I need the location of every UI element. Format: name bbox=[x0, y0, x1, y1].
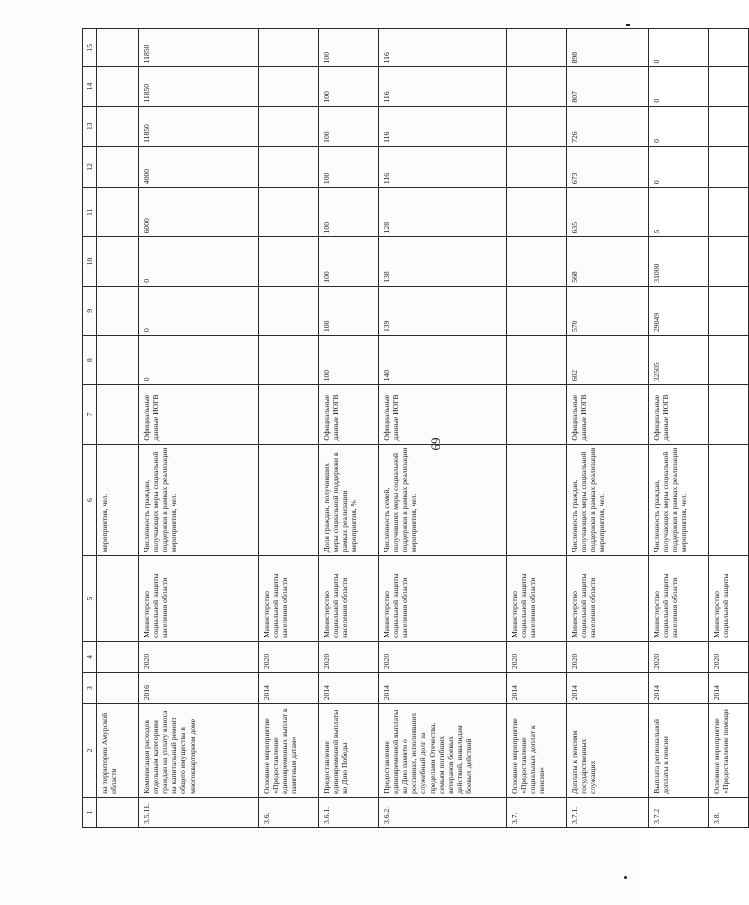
data-source-cell bbox=[139, 385, 259, 444]
start-year: 2014 bbox=[382, 685, 391, 701]
executor: Министерство социальной защиты населения области bbox=[652, 573, 680, 638]
end-year: 2020 bbox=[712, 653, 721, 670]
end-year-cell bbox=[649, 641, 709, 672]
value-2017-cell bbox=[567, 188, 649, 237]
row-number-cell bbox=[507, 797, 567, 827]
start-year-cell bbox=[319, 673, 379, 704]
data-source-cell bbox=[567, 385, 649, 444]
value-2018: 673 bbox=[570, 172, 579, 185]
event-name: Доплаты к пенсиям государственных служащих bbox=[570, 730, 598, 794]
end-year-cell bbox=[319, 641, 379, 672]
value-2021-cell bbox=[319, 29, 379, 67]
event-name-cell bbox=[709, 704, 749, 798]
event-name: Компенсация расходов отдельным категориям граждан на уплату взноса на капитальный ремонт общего имущества в многоквартирном доме bbox=[142, 710, 197, 794]
value-2017: 5 bbox=[652, 229, 661, 234]
header-cell: 15 bbox=[83, 29, 97, 67]
header-cell: 6 bbox=[83, 444, 97, 556]
value-2021: 116 bbox=[382, 52, 391, 64]
start-year-cell bbox=[139, 673, 259, 704]
header-cell: 11 bbox=[83, 188, 97, 237]
event-name-cell bbox=[259, 704, 319, 798]
data-source-cell bbox=[379, 385, 507, 444]
start-year: 2016 bbox=[142, 685, 151, 701]
value-2019-cell bbox=[709, 106, 749, 146]
indicator-name: Численность граждан, получающих меры социальной поддержки в рамках реализации мероприятия, чел. bbox=[570, 447, 607, 553]
executor-cell bbox=[379, 556, 507, 642]
scan-mark bbox=[626, 24, 630, 26]
start-year-cell bbox=[259, 673, 319, 704]
data-source: Официальные данные ИОГВ bbox=[570, 394, 589, 441]
value-2019-cell bbox=[97, 106, 139, 146]
value-2014-cell bbox=[139, 335, 259, 384]
value-2019-cell bbox=[567, 106, 649, 146]
table-row bbox=[139, 29, 259, 828]
value-2021-cell bbox=[259, 29, 319, 67]
indicator-name-cell bbox=[259, 444, 319, 556]
value-2020-cell bbox=[379, 67, 507, 106]
row-number: 3.6.2. bbox=[382, 806, 391, 824]
row-number-cell bbox=[379, 797, 507, 827]
start-year: 2014 bbox=[652, 685, 661, 701]
start-year-cell bbox=[97, 673, 139, 704]
table-row bbox=[319, 29, 379, 828]
event-name: Предоставление единовременной выплаты ко Дню памяти о россиянах, исполнявших служебный долг за пределами Отечества, семьям погибших ветеранов боевых действий, инвалидам боевых действий bbox=[382, 709, 473, 794]
executor: Министерство социальной защиты населения области bbox=[510, 573, 538, 638]
executor-cell bbox=[139, 556, 259, 642]
value-2017-cell bbox=[709, 188, 749, 237]
value-2015: 0 bbox=[142, 328, 151, 332]
data-source: Официальные данные ИОГВ bbox=[382, 394, 401, 441]
end-year: 2020 bbox=[382, 653, 391, 670]
executor-cell bbox=[507, 556, 567, 642]
event-name-cell bbox=[319, 704, 379, 798]
value-2016: 568 bbox=[570, 271, 579, 283]
event-name-cell bbox=[507, 704, 567, 798]
end-year-cell bbox=[709, 641, 749, 672]
indicator-name-cell bbox=[139, 444, 259, 556]
row-number: 3.6. bbox=[262, 812, 271, 824]
end-year-cell bbox=[259, 641, 319, 672]
value-2018-cell bbox=[649, 146, 709, 187]
end-year-cell bbox=[507, 641, 567, 672]
header-cell: 2 bbox=[83, 704, 97, 798]
page-number: 69 bbox=[428, 437, 443, 451]
table-body bbox=[83, 29, 749, 828]
value-2015-cell bbox=[319, 286, 379, 335]
start-year: 2014 bbox=[712, 685, 721, 701]
indicator-name-cell bbox=[97, 444, 139, 556]
header-cell: 5 bbox=[83, 556, 97, 642]
value-2014: 32505 bbox=[652, 362, 661, 382]
indicator-name: Численность граждан, получающих меры социальной поддержки в рамках реализации мероприятия, чел. bbox=[652, 447, 689, 553]
value-2018-cell bbox=[567, 146, 649, 187]
table-row bbox=[567, 29, 649, 828]
row-number: 3.7.2 bbox=[652, 808, 661, 824]
value-2014-cell bbox=[649, 335, 709, 384]
indicator-name: Доля граждан, получивших меры социальной поддержки в рамках реализации мероприятия, % bbox=[322, 452, 359, 553]
executor: Министерство социальной защиты населения области bbox=[382, 573, 410, 638]
value-2014: 0 bbox=[142, 377, 151, 382]
value-2021: 0 bbox=[652, 59, 661, 64]
end-year: 2020 bbox=[570, 653, 579, 670]
row-number: 3.5.11. bbox=[142, 803, 151, 824]
value-2015: 29049 bbox=[652, 313, 661, 332]
header-cell: 3 bbox=[83, 673, 97, 704]
value-2018-cell bbox=[139, 146, 259, 187]
row-number-cell bbox=[139, 797, 259, 827]
executor-cell bbox=[97, 556, 139, 642]
value-2015-cell bbox=[97, 286, 139, 335]
value-2020-cell bbox=[649, 67, 709, 106]
executor: Министерство социальной защиты населения области bbox=[570, 573, 598, 638]
start-year: 2014 bbox=[322, 685, 331, 701]
scan-mark bbox=[624, 876, 627, 879]
value-2018-cell bbox=[259, 146, 319, 187]
value-2019-cell bbox=[259, 106, 319, 146]
value-2020: 11850 bbox=[142, 83, 151, 103]
row-number-cell bbox=[319, 797, 379, 827]
data-source: Официальные данные ИОГВ bbox=[652, 394, 671, 441]
value-2019-cell bbox=[319, 106, 379, 146]
value-2018: 0 bbox=[652, 180, 661, 185]
header-cell: 1 bbox=[83, 797, 97, 827]
value-2016-cell bbox=[649, 237, 709, 286]
value-2016: 138 bbox=[382, 271, 391, 283]
value-2020: 100 bbox=[322, 91, 331, 103]
data-source: Официальные данные ИОГВ bbox=[322, 394, 341, 441]
value-2015: 139 bbox=[382, 320, 391, 332]
indicator-name-cell bbox=[379, 444, 507, 556]
value-2016-cell bbox=[97, 237, 139, 286]
value-2014-cell bbox=[259, 335, 319, 384]
header-cell: 14 bbox=[83, 67, 97, 106]
executor: Министерство социальной защиты населения области bbox=[262, 573, 290, 638]
value-2015-cell bbox=[709, 286, 749, 335]
header-cell: 8 bbox=[83, 335, 97, 384]
value-2018-cell bbox=[507, 146, 567, 187]
value-2018-cell bbox=[97, 146, 139, 187]
value-2019-cell bbox=[649, 106, 709, 146]
value-2014-cell bbox=[379, 335, 507, 384]
value-2016-cell bbox=[507, 237, 567, 286]
value-2017-cell bbox=[649, 188, 709, 237]
value-2019: 116 bbox=[382, 131, 391, 143]
end-year-cell bbox=[379, 641, 507, 672]
table-row bbox=[97, 29, 139, 828]
value-2014: 100 bbox=[322, 369, 331, 382]
value-2014: 140 bbox=[382, 369, 391, 382]
header-cell: 7 bbox=[83, 385, 97, 444]
event-name: Основное мероприятие «Предоставление социальных доплат к пенсии» bbox=[510, 718, 547, 794]
value-2021-cell bbox=[649, 29, 709, 67]
indicator-name-cell bbox=[319, 444, 379, 556]
value-2017: 100 bbox=[322, 222, 331, 234]
table-row bbox=[709, 29, 749, 828]
event-name-cell bbox=[139, 704, 259, 798]
value-2015-cell bbox=[567, 286, 649, 335]
executor-cell bbox=[567, 556, 649, 642]
value-2017-cell bbox=[259, 188, 319, 237]
value-2015: 570 bbox=[570, 320, 579, 332]
event-name: на территории Амурской области bbox=[100, 712, 119, 794]
data-source: Официальные данные ИОГВ bbox=[142, 394, 161, 441]
end-year: 2020 bbox=[262, 653, 271, 670]
indicator-name-cell bbox=[649, 444, 709, 556]
value-2016-cell bbox=[379, 237, 507, 286]
value-2020-cell bbox=[319, 67, 379, 106]
indicator-name: мероприятия, чел. bbox=[100, 493, 109, 553]
value-2015-cell bbox=[139, 286, 259, 335]
value-2018-cell bbox=[319, 146, 379, 187]
event-name-cell bbox=[567, 704, 649, 798]
executor: Министерство социальной защиты населения области bbox=[322, 573, 350, 638]
value-2021: 898 bbox=[570, 51, 579, 64]
executor-cell bbox=[649, 556, 709, 642]
executor: Министерство социальной защиты населения области bbox=[142, 573, 170, 638]
start-year: 2014 bbox=[510, 685, 519, 701]
value-2019-cell bbox=[507, 106, 567, 146]
data-source-cell bbox=[319, 385, 379, 444]
data-source-cell bbox=[259, 385, 319, 444]
start-year: 2014 bbox=[262, 685, 271, 701]
value-2021-cell bbox=[97, 29, 139, 67]
value-2014-cell bbox=[709, 335, 749, 384]
event-name-cell bbox=[649, 704, 709, 798]
value-2020-cell bbox=[259, 67, 319, 106]
data-source-cell bbox=[507, 385, 567, 444]
start-year-cell bbox=[709, 673, 749, 704]
start-year-cell bbox=[379, 673, 507, 704]
value-2021-cell bbox=[709, 29, 749, 67]
data-source-cell bbox=[649, 385, 709, 444]
program-table bbox=[82, 28, 749, 828]
row-number: 3.7. bbox=[510, 812, 519, 824]
row-number-cell bbox=[709, 797, 749, 827]
indicator-name-cell bbox=[507, 444, 567, 556]
value-2021-cell bbox=[567, 29, 649, 67]
value-2019: 11850 bbox=[142, 124, 151, 143]
value-2016-cell bbox=[139, 237, 259, 286]
value-2016: 100 bbox=[322, 271, 331, 283]
event-name-cell bbox=[97, 704, 139, 798]
value-2017: 6000 bbox=[142, 218, 151, 234]
row-number-cell bbox=[97, 797, 139, 827]
value-2018: 100 bbox=[322, 172, 331, 185]
indicator-name: Численность семей, получивших меры социальной поддержки в рамках реализации мероприятия, чел. bbox=[382, 447, 419, 553]
value-2020-cell bbox=[567, 67, 649, 106]
value-2017-cell bbox=[379, 188, 507, 237]
end-year: 2020 bbox=[510, 653, 519, 670]
header-cell: 13 bbox=[83, 106, 97, 146]
event-name-cell bbox=[379, 704, 507, 798]
value-2019: 100 bbox=[322, 131, 331, 143]
value-2015-cell bbox=[507, 286, 567, 335]
end-year-cell bbox=[567, 641, 649, 672]
value-2021: 11850 bbox=[142, 44, 151, 64]
value-2019: 0 bbox=[652, 139, 661, 143]
row-number-cell bbox=[649, 797, 709, 827]
event-name: Основное мероприятие «Предоставление помощи bbox=[712, 709, 731, 794]
indicator-name: Численность граждан, получающих меры социальной поддержки в рамках реализации мероприятия, чел. bbox=[142, 447, 179, 553]
value-2018-cell bbox=[709, 146, 749, 187]
data-source-cell bbox=[97, 385, 139, 444]
executor-cell bbox=[709, 556, 749, 642]
executor: Министерство социальной защиты bbox=[712, 573, 731, 638]
row-number-cell bbox=[259, 797, 319, 827]
data-source-cell bbox=[709, 385, 749, 444]
value-2021-cell bbox=[139, 29, 259, 67]
header-cell: 12 bbox=[83, 146, 97, 187]
value-2020: 116 bbox=[382, 91, 391, 103]
value-2014-cell bbox=[97, 335, 139, 384]
value-2019: 726 bbox=[570, 131, 579, 143]
value-2014-cell bbox=[319, 335, 379, 384]
row-number-cell bbox=[567, 797, 649, 827]
event-name: Основное мероприятие «Предоставление единовременных выплат к памятным датам» bbox=[262, 708, 299, 794]
value-2020-cell bbox=[139, 67, 259, 106]
value-2015: 100 bbox=[322, 320, 331, 332]
end-year: 2020 bbox=[652, 653, 661, 670]
value-2014-cell bbox=[507, 335, 567, 384]
end-year: 2020 bbox=[322, 653, 331, 670]
rotated-table-wrapper bbox=[82, 28, 731, 828]
value-2021-cell bbox=[507, 29, 567, 67]
value-2017-cell bbox=[139, 188, 259, 237]
value-2015-cell bbox=[649, 286, 709, 335]
end-year: 2020 bbox=[142, 653, 151, 670]
event-name: Выплата региональной доплаты к пенсии bbox=[652, 719, 671, 794]
value-2015-cell bbox=[379, 286, 507, 335]
value-2016: 0 bbox=[142, 278, 151, 283]
value-2017: 128 bbox=[382, 222, 391, 234]
table-row bbox=[649, 29, 709, 828]
end-year-cell bbox=[97, 641, 139, 672]
value-2016-cell bbox=[709, 237, 749, 286]
indicator-name-cell bbox=[709, 444, 749, 556]
value-2017: 635 bbox=[570, 222, 579, 234]
start-year: 2014 bbox=[570, 685, 579, 701]
end-year-cell bbox=[139, 641, 259, 672]
table-row bbox=[379, 29, 507, 828]
value-2020-cell bbox=[97, 67, 139, 106]
value-2019-cell bbox=[379, 106, 507, 146]
value-2016-cell bbox=[319, 237, 379, 286]
executor-cell bbox=[319, 556, 379, 642]
start-year-cell bbox=[567, 673, 649, 704]
table-row bbox=[507, 29, 567, 828]
value-2021: 100 bbox=[322, 51, 331, 64]
value-2021-cell bbox=[379, 29, 507, 67]
indicator-name-cell bbox=[567, 444, 649, 556]
value-2016-cell bbox=[567, 237, 649, 286]
header-cell: 4 bbox=[83, 641, 97, 672]
value-2016-cell bbox=[259, 237, 319, 286]
value-2019-cell bbox=[139, 106, 259, 146]
header-row bbox=[83, 29, 97, 828]
header-cell: 10 bbox=[83, 237, 97, 286]
value-2014-cell bbox=[567, 335, 649, 384]
value-2018-cell bbox=[379, 146, 507, 187]
value-2016: 31000 bbox=[652, 263, 661, 283]
value-2020: 0 bbox=[652, 98, 661, 103]
table-row bbox=[259, 29, 319, 828]
executor-cell bbox=[259, 556, 319, 642]
value-2020: 807 bbox=[570, 91, 579, 103]
value-2020-cell bbox=[709, 67, 749, 106]
row-number: 3.7.1. bbox=[570, 806, 579, 824]
start-year-cell bbox=[649, 673, 709, 704]
value-2017-cell bbox=[319, 188, 379, 237]
row-number: 3.8. bbox=[712, 812, 721, 824]
value-2015-cell bbox=[259, 286, 319, 335]
event-name: Предоставление единовременной выплаты ко Дню Победы bbox=[322, 709, 350, 794]
header-cell: 9 bbox=[83, 286, 97, 335]
value-2020-cell bbox=[507, 67, 567, 106]
value-2018: 116 bbox=[382, 172, 391, 185]
value-2017-cell bbox=[507, 188, 567, 237]
value-2018: 4000 bbox=[142, 168, 151, 185]
value-2014: 602 bbox=[570, 369, 579, 382]
value-2017-cell bbox=[97, 188, 139, 237]
row-number: 3.6.1. bbox=[322, 806, 331, 824]
start-year-cell bbox=[507, 673, 567, 704]
